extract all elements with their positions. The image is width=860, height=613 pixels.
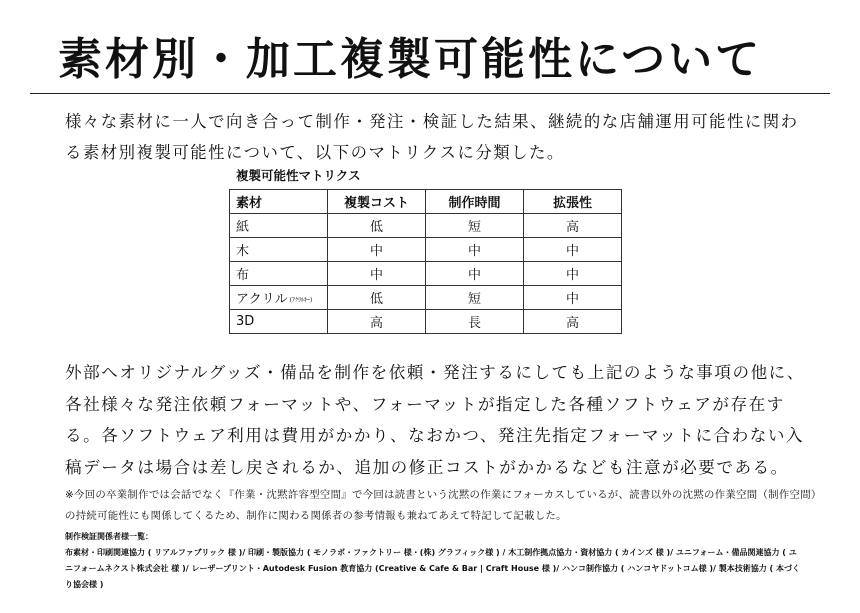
header-cost: 複製コスト (328, 190, 426, 214)
header-material: 素材 (230, 190, 328, 214)
cell-cost: 低 (328, 286, 426, 310)
collaborators-list: 布素材・印刷関連協力 ( リアルファブリック 様 )/ 印刷・製版協力 ( モノラボ・ファクトリー 様・(株) グラフィック様 ) / 木工制作拠点協力・資材協力 ( カインズ 様 )/ ユニフォーム・備品関連協力 ( ユニフォームネクスト株式会社 様 )/ レーザープリント・Autodesk Fusion 教育協力 (Creative & Cafe & Bar | Craft House 様 )/ ハンコ制作協力 ( ハンコヤドットコム様 )/ 製本技術協力 ( 本づくり協会様 ) (65, 548, 800, 589)
cell-material (230, 286, 328, 310)
header-scalability: 拡張性 (524, 190, 622, 214)
footnote: ※今回の卒業制作では会話でなく『作業・沈黙許容型空間』で今回は読書という沈黙の作業にフォーカスしているが、読書以外の沈黙の作業空間（制作空間）の持続可能性にも関係してくるため、制作に関わる関係者の参考情報も兼ねてあえて特記して記載した。 (65, 489, 822, 522)
page-title: 素材別・加工複製可能性について (58, 34, 763, 85)
cell-cost: 低 (328, 214, 426, 238)
material-note: (ｱｸﾘﾙｷｰ) (289, 297, 313, 304)
replication-matrix-table (229, 189, 622, 334)
cell-cost: 中 (328, 238, 426, 262)
material-name: アクリル (236, 292, 288, 307)
cell-material: 木 (230, 238, 328, 262)
cell-scalability: 中 (524, 286, 622, 310)
header-time: 制作時間 (426, 190, 524, 214)
table-row (230, 286, 622, 310)
cell-scalability: 中 (524, 262, 622, 286)
cell-material: 紙 (230, 214, 328, 238)
table-row (230, 310, 622, 334)
cell-time: 中 (426, 238, 524, 262)
body-paragraph: 外部へオリジナルグッズ・備品を制作を依頼・発注するにしても上記のような事項の他に、各社様々な発注依頼フォーマットや、フォーマットが指定した各種ソフトウェアが存在する。各ソフトウェア利用は費用がかかり、なおかつ、発注先指定フォーマットに合わない入稿データは場合は差し戻されるか、追加の修正コストがかかるなども注意が必要である。 (65, 363, 805, 477)
collaborators-title: 制作検証関係者様一覧： (65, 532, 153, 541)
cell-time: 中 (426, 262, 524, 286)
title-divider (30, 93, 830, 94)
matrix-title: 複製可能性マトリクス (236, 168, 361, 183)
intro-paragraph: 様々な素材に一人で向き合って制作・発注・検証した結果、継続的な店舗運用可能性に関わる素材別複製可能性について、以下のマトリクスに分類した。 (65, 112, 799, 162)
cell-cost: 高 (328, 310, 426, 334)
cell-scalability: 高 (524, 214, 622, 238)
cell-scalability: 中 (524, 238, 622, 262)
cell-material: 3D (230, 310, 328, 334)
cell-scalability: 高 (524, 310, 622, 334)
cell-time: 長 (426, 310, 524, 334)
cell-time: 短 (426, 286, 524, 310)
cell-material: 布 (230, 262, 328, 286)
table-row (230, 214, 622, 238)
table-header-row (230, 190, 622, 214)
table-row (230, 262, 622, 286)
table-row (230, 238, 622, 262)
cell-time: 短 (426, 214, 524, 238)
cell-cost: 中 (328, 262, 426, 286)
